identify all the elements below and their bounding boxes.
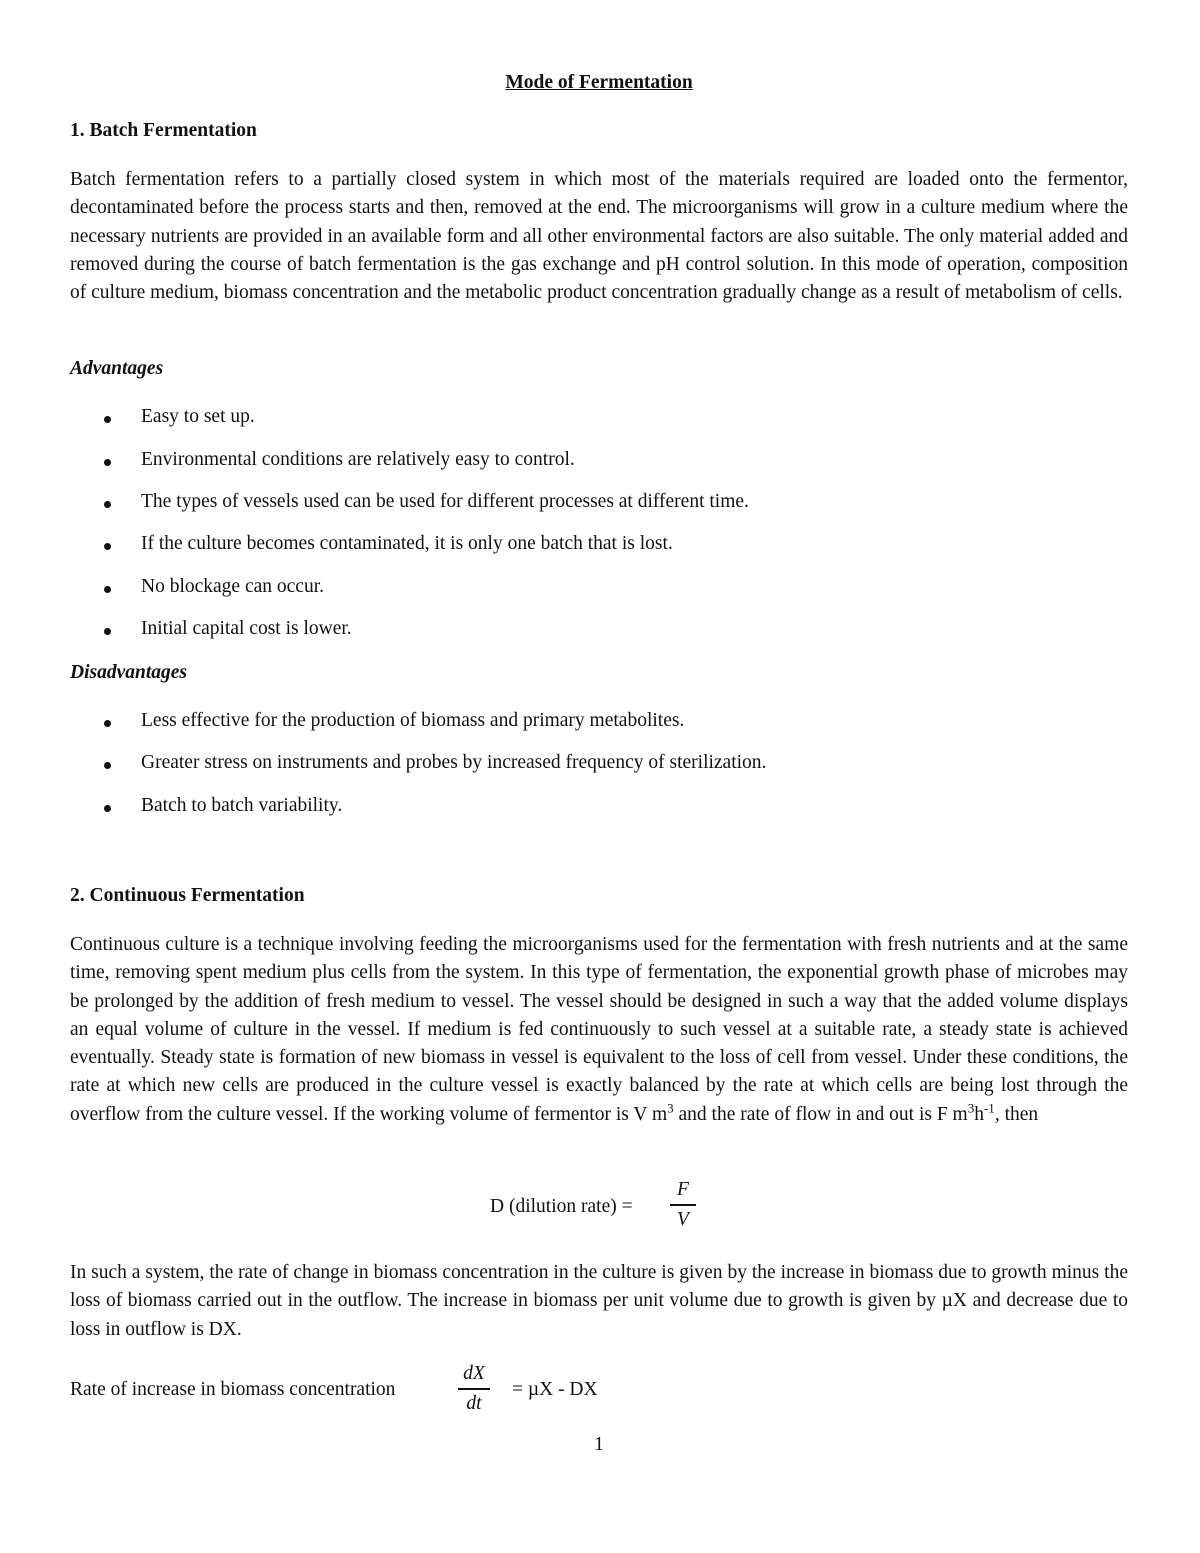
dilution-rate-fraction: F V xyxy=(670,1178,696,1232)
list-item: Less effective for the production of biomass and primary metabolites. xyxy=(70,710,1128,738)
disadvantages-heading: Disadvantages xyxy=(70,662,187,683)
biomass-rate-label: Rate of increase in biomass concentration xyxy=(70,1379,396,1400)
list-item: If the culture becomes contaminated, it is only one batch that is lost. xyxy=(70,533,1128,561)
list-item: Greater stress on instruments and probes by increased frequency of sterilization. xyxy=(70,752,1128,780)
page-number: 1 xyxy=(594,1434,604,1455)
section-heading-continuous: 2. Continuous Fermentation xyxy=(70,885,305,906)
bullet-icon xyxy=(104,416,111,423)
biomass-paragraph: In such a system, the rate of change in biomass concentration in the culture is given by the increase in biomass due to growth minus the loss of biomass carried out in the outflow. The increase in biomass per unit volume due to growth is given by µX and decrease due to loss in outflow is DX. xyxy=(70,1262,1128,1340)
bullet-icon xyxy=(104,459,111,466)
list-item: Environmental conditions are relatively easy to control. xyxy=(70,449,1128,477)
bullet-icon xyxy=(104,586,111,593)
bullet-icon xyxy=(104,543,111,550)
bullet-icon xyxy=(104,720,111,727)
section-heading-batch: 1. Batch Fermentation xyxy=(70,120,257,141)
advantages-heading: Advantages xyxy=(70,358,164,379)
batch-paragraph: Batch fermentation refers to a partially closed system in which most of the materials required are loaded onto the fermentor, decontaminated before the process starts and then, removed at the end. The microorganisms will grow in a culture medium where the necessary nutrients are provided in an available form and all other environmental factors are also suitable. The only material added and removed during the course of batch fermentation is the gas exchange and pH control solution. In this mode of operation, composition of culture medium, biomass concentration and the metabolic product concentration gradually change as a result of metabolism of cells. xyxy=(70,169,1128,304)
list-item: Easy to set up. xyxy=(70,406,1128,434)
bullet-icon xyxy=(104,805,111,812)
continuous-paragraph: Continuous culture is a technique involving feeding the microorganisms used for the fermentation with fresh nutrients and at the same time, removing spent medium plus cells from the system. In this type of fermentation, the exponential growth phase of microbes may be prolonged by the addition of fresh medium to vessel. The vessel should be designed in such a way that the added volume displays an equal volume of culture in the vessel. If medium is fed continuously to such vessel at a suitable rate, a steady state is achieved eventually. Steady state is formation of new biomass in vessel is equivalent to the loss of cell from vessel. Under these conditions, the rate at which new cells are produced in the culture vessel is exactly balanced by the rate at which cells are being lost through the overflow from the culture vessel. If the working volume of fermentor is V $m^3$ and the rate of flow in and out is F $m^3h^{-1}$, then xyxy=(70,934,1128,1125)
bullet-icon xyxy=(104,628,111,635)
biomass-rate-rhs: = µX - DX xyxy=(512,1379,598,1400)
bullet-icon xyxy=(104,501,111,508)
biomass-rate-fraction: dX dt xyxy=(458,1362,490,1416)
fraction-bar xyxy=(670,1204,696,1206)
list-item: Initial capital cost is lower. xyxy=(70,618,1128,646)
fraction-bar xyxy=(458,1388,490,1390)
list-item: No blockage can occur. xyxy=(70,576,1128,604)
bullet-icon xyxy=(104,762,111,769)
document-title: Mode of Fermentation xyxy=(505,72,693,93)
list-item: The types of vessels used can be used for different processes at different time. xyxy=(70,491,1128,519)
dilution-rate-label: D (dilution rate) = xyxy=(490,1196,633,1217)
list-item: Batch to batch variability. xyxy=(70,795,1128,823)
